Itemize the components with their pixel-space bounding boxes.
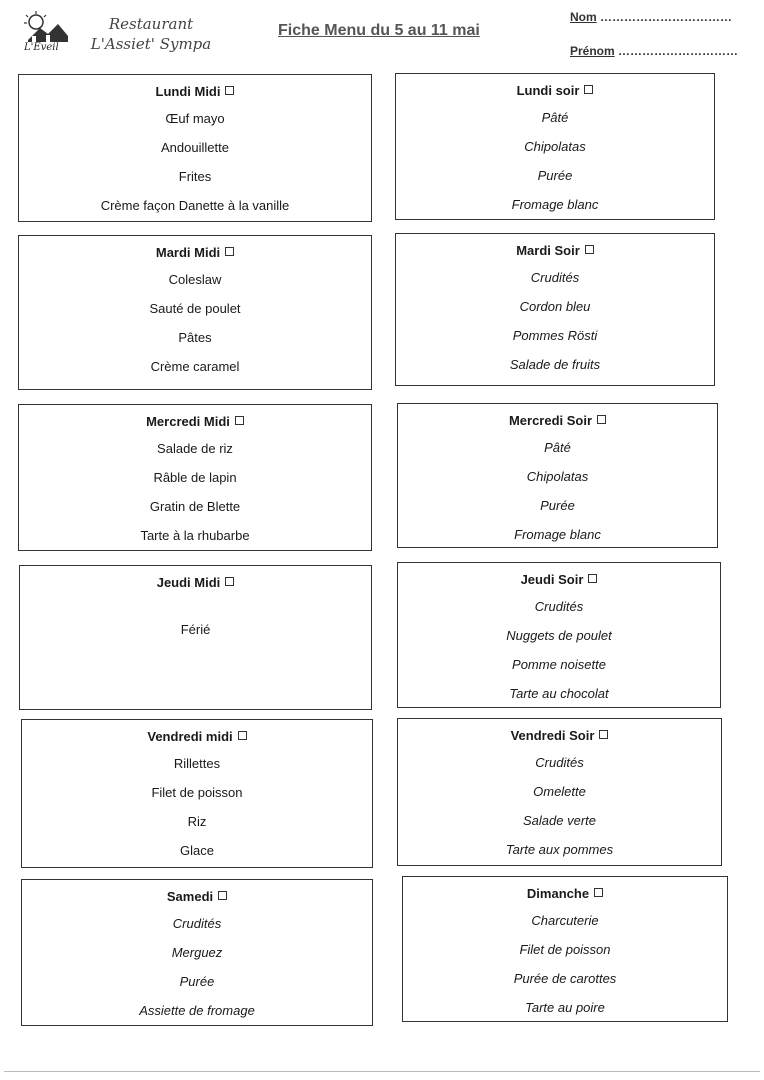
nom-dots: …………………………… xyxy=(596,10,733,24)
meal-checkbox[interactable] xyxy=(218,891,227,900)
menu-item: Cordon bleu xyxy=(519,299,591,314)
restaurant-logo xyxy=(22,10,72,54)
menu-item: Rillettes xyxy=(173,756,221,771)
meal-title: Lundi Midi xyxy=(155,84,221,99)
page-title: Fiche Menu du 5 au 11 mai xyxy=(278,22,480,39)
meal-title: Vendredi Soir xyxy=(510,728,595,743)
meal-checkbox[interactable] xyxy=(594,888,603,897)
menu-item: Crudités xyxy=(530,270,580,285)
menu-item: Crème façon Danette à la vanille xyxy=(100,198,290,213)
menu-item: Pomme noisette xyxy=(512,657,606,672)
logo-text: L'Eveil xyxy=(24,42,59,53)
meal-checkbox[interactable] xyxy=(599,730,608,739)
restaurant-name xyxy=(86,14,216,54)
menu-item: Pâté xyxy=(544,440,571,455)
menu-item: Merguez xyxy=(171,945,223,960)
meal-checkbox[interactable] xyxy=(225,577,234,586)
meal-mardi-soir xyxy=(395,233,715,386)
menu-item: Andouillette xyxy=(161,140,229,155)
meal-jeudi-midi xyxy=(19,565,372,710)
menu-item: Nuggets de poulet xyxy=(506,628,612,643)
menu-item: Crudités xyxy=(172,916,222,931)
meal-title: Lundi soir xyxy=(516,83,580,98)
menu-item: Purée xyxy=(537,168,573,183)
menu-item: Purée xyxy=(540,498,575,513)
meal-title: Mercredi Soir xyxy=(508,413,593,428)
menu-item: Salade verte xyxy=(523,813,596,828)
meal-title: Vendredi midi xyxy=(147,729,233,744)
menu-item: Purée xyxy=(179,974,215,989)
menu-item: Omelette xyxy=(533,784,586,799)
prenom-field[interactable] xyxy=(570,44,738,58)
menu-item: Pâtes xyxy=(178,330,212,345)
menu-item: Crudités xyxy=(534,599,584,614)
menu-item: Crudités xyxy=(535,755,584,770)
menu-item: Filet de poisson xyxy=(151,785,243,800)
meal-mardi-midi xyxy=(18,235,372,390)
menu-item: Tarte au chocolat xyxy=(509,686,609,701)
meal-checkbox[interactable] xyxy=(588,574,597,583)
page-bottom-edge xyxy=(4,1071,760,1072)
menu-item: Tarte au poire xyxy=(525,1000,605,1015)
prenom-label: Prénom xyxy=(570,44,615,58)
menu-item: Sauté de poulet xyxy=(149,301,241,316)
meal-samedi xyxy=(21,879,373,1026)
meal-vendredi-soir xyxy=(397,718,722,866)
meal-mercredi-midi xyxy=(18,404,372,551)
restaurant-line2: L'Assiet' Sympa xyxy=(90,35,212,53)
menu-item: Assiette de fromage xyxy=(139,1003,255,1018)
menu-item: Râble de lapin xyxy=(153,470,237,485)
menu-item: Fromage blanc xyxy=(514,527,601,542)
menu-item: Purée de carottes xyxy=(513,971,617,986)
menu-item: Charcuterie xyxy=(531,913,599,928)
menu-item: Glace xyxy=(180,843,214,858)
menu-item: Crème caramel xyxy=(150,359,240,374)
meal-title: Mercredi Midi xyxy=(146,414,230,429)
prenom-dots: ………………………… xyxy=(614,44,739,58)
nom-label: Nom xyxy=(570,10,597,24)
menu-item: Frites xyxy=(178,169,212,184)
meal-title: Mardi Midi xyxy=(155,245,221,260)
menu-item: Pommes Rösti xyxy=(512,328,598,343)
meal-checkbox[interactable] xyxy=(225,86,234,95)
meal-checkbox[interactable] xyxy=(238,731,247,740)
menu-item: Filet de poisson xyxy=(519,942,611,957)
meal-title: Jeudi Soir xyxy=(520,572,584,587)
meal-lundi-midi xyxy=(18,74,372,222)
menu-item: Fromage blanc xyxy=(511,197,599,212)
meal-title: Jeudi Midi xyxy=(156,575,221,590)
meal-title: Dimanche xyxy=(526,886,590,901)
nom-field[interactable] xyxy=(570,10,732,24)
meal-mercredi-soir xyxy=(397,403,718,548)
meal-title: Samedi xyxy=(166,889,214,904)
meal-checkbox[interactable] xyxy=(225,247,234,256)
meal-checkbox[interactable] xyxy=(584,85,593,94)
menu-item: Riz xyxy=(187,814,207,829)
menu-item: Chipolatas xyxy=(524,139,586,154)
meal-checkbox[interactable] xyxy=(235,416,244,425)
menu-item: Œuf mayo xyxy=(165,111,225,126)
menu-item: Salade de fruits xyxy=(509,357,601,372)
meal-lundi-soir xyxy=(395,73,715,220)
meal-checkbox[interactable] xyxy=(597,415,606,424)
menu-item: Salade de riz xyxy=(157,441,233,456)
holiday-note: Férié xyxy=(180,622,211,637)
menu-item: Tarte aux pommes xyxy=(505,842,614,857)
meal-checkbox[interactable] xyxy=(585,245,594,254)
menu-item: Chipolatas xyxy=(526,469,589,484)
menu-item: Pâté xyxy=(541,110,569,125)
meal-title: Mardi Soir xyxy=(516,243,580,258)
restaurant-line1: Restaurant xyxy=(108,15,194,33)
meal-jeudi-soir xyxy=(397,562,721,708)
meal-dimanche xyxy=(402,876,728,1022)
menu-item: Gratin de Blette xyxy=(149,499,241,514)
menu-item: Coleslaw xyxy=(168,272,222,287)
meal-vendredi-midi xyxy=(21,719,373,868)
menu-item: Tarte à la rhubarbe xyxy=(140,528,250,543)
